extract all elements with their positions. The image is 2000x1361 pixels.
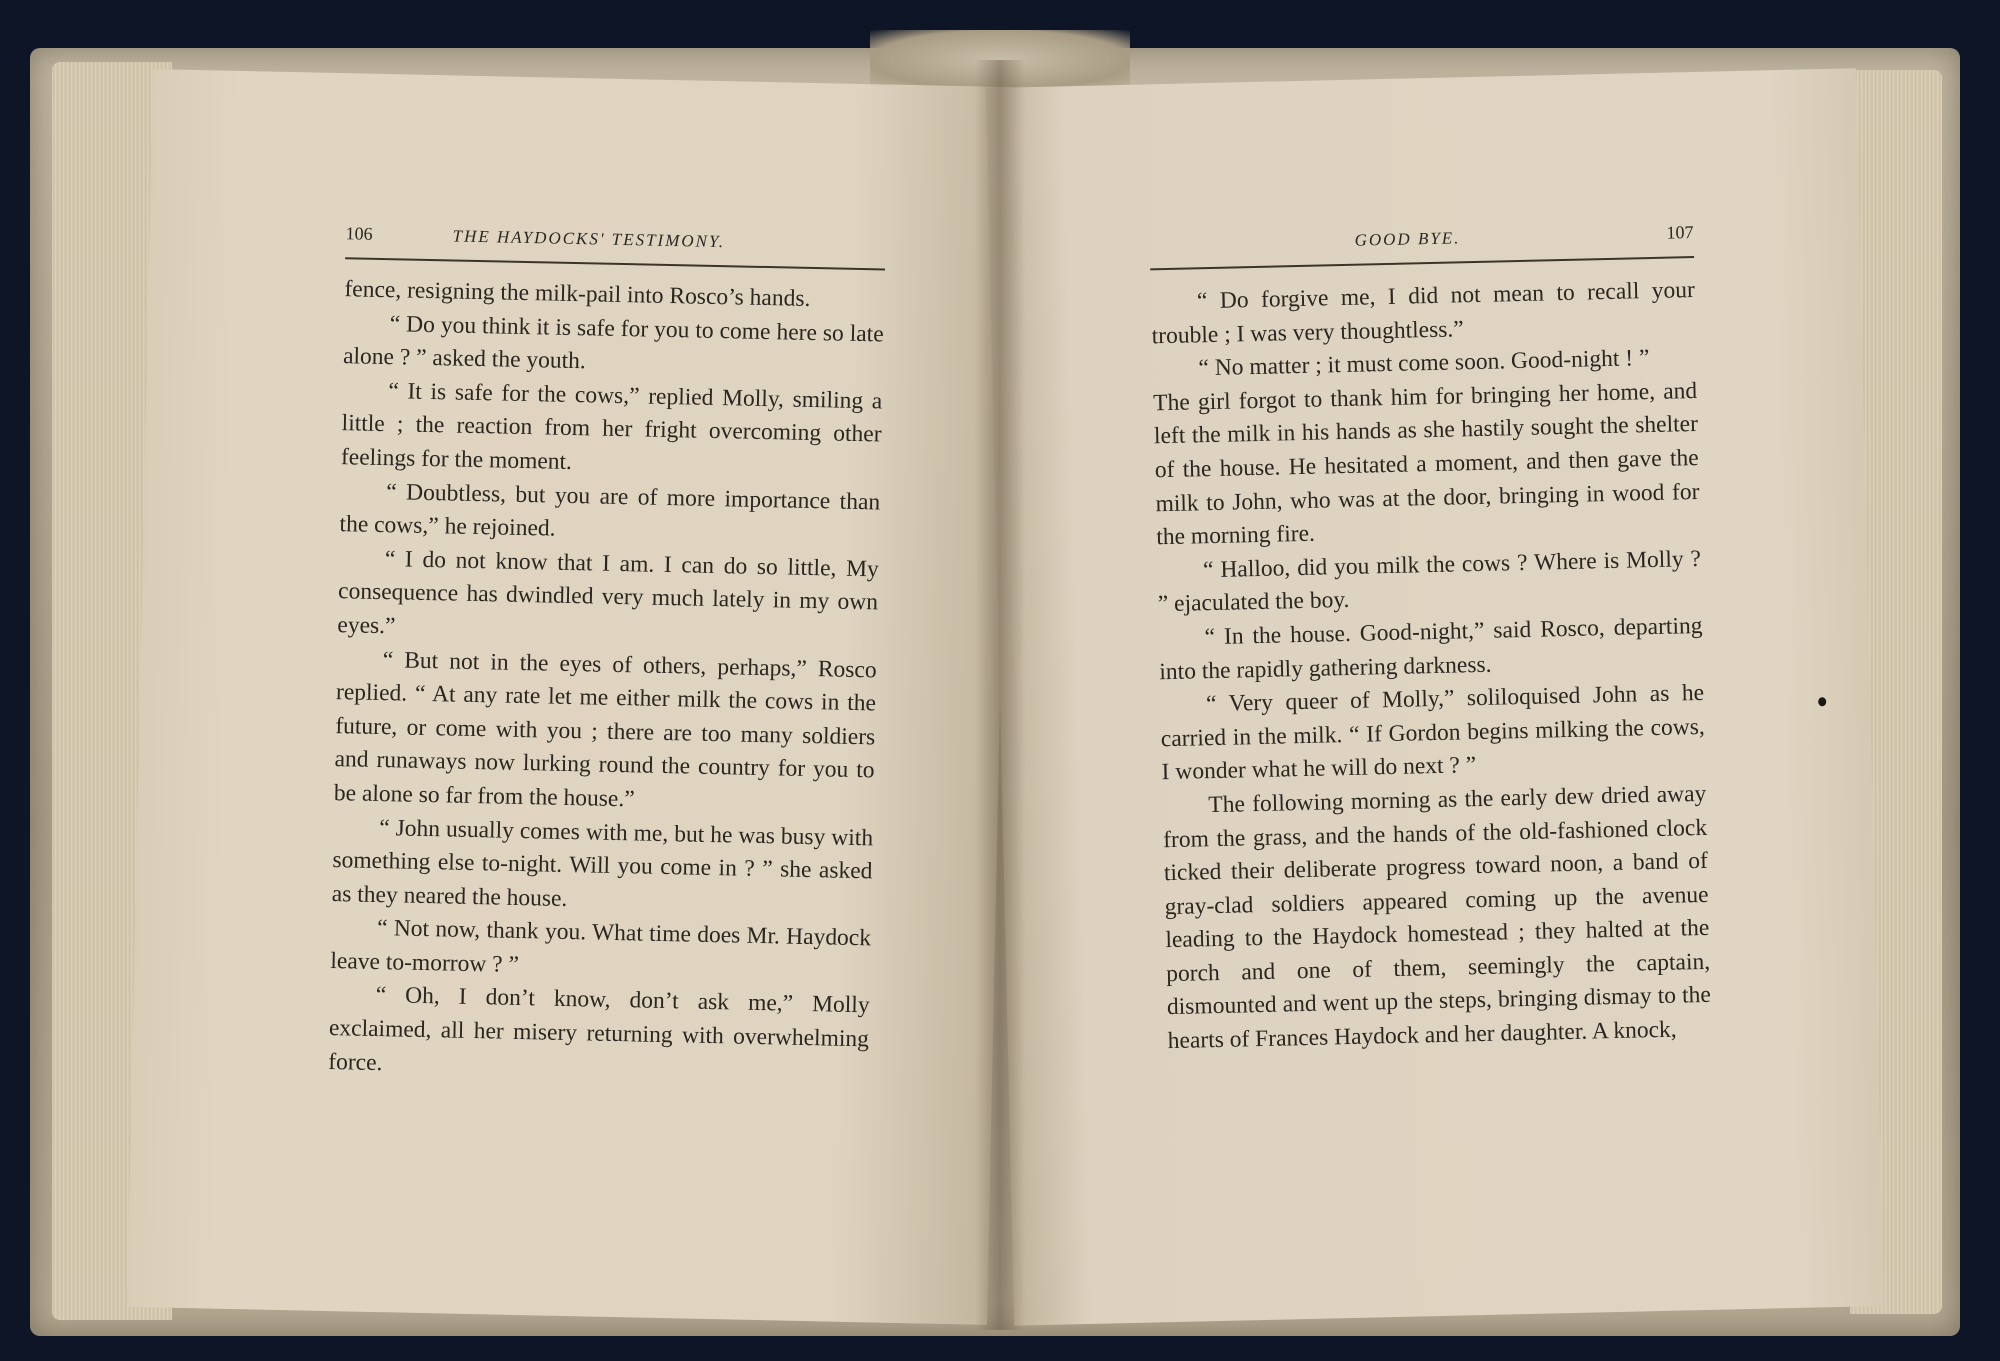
right-page-header xyxy=(1149,222,1693,255)
paragraph: “ Very queer of Molly,” soliloquised John as he carried in the milk. “ If Gordon begins milking the cows, I wonder what he will do next ? ” xyxy=(1160,680,1706,786)
left-page xyxy=(127,69,1013,1325)
paragraph: “ But not in the eyes of others, perhaps,” Rosco replied. “ At any rate let me either milk the cows in the future, or come with you ; there are too many soldiers and runaways now lurking round the country for you to be alone so far from the house.” xyxy=(333,646,877,813)
header-rule xyxy=(1150,256,1694,270)
paragraph: The girl forgot to thank him for bringing her home, and left the milk in his hands as she hastily sought the shelter of the house. He hesitated a moment, and then gave the milk to John, who was at the door, bringing in wood for the morning fire. xyxy=(1152,377,1700,551)
running-title: GOOD BYE. xyxy=(1354,228,1461,250)
paragraph: “ Doubtless, but you are of more importance than the cows,” he rejoined. xyxy=(339,478,881,542)
paragraph: “ Oh, I don’t know, don’t ask me,” Molly exclaimed, all her misery returning with overwhelming force. xyxy=(328,982,870,1076)
header-rule xyxy=(345,257,885,270)
paragraph: “ I do not know that I am. I can do so little, My consequence has dwindled very much lately in my own eyes.” xyxy=(337,545,880,640)
right-page-body xyxy=(1151,274,1712,1059)
paragraph: “ Not now, thank you. What time does Mr. Haydock leave to-morrow ? ” xyxy=(330,915,872,978)
paragraph: “ Do forgive me, I did not mean to recall your trouble ; I was very thoughtless.” xyxy=(1151,277,1696,349)
right-page xyxy=(986,68,1884,1325)
paragraph: fence, resigning the milk-pail into Rosco’s hands. xyxy=(344,276,811,312)
page-number: 106 xyxy=(345,223,373,244)
paragraph: “ Halloo, did you milk the cows ? Where is Molly ? ” ejaculated the boy. xyxy=(1157,545,1702,618)
paragraph: “ In the house. Good-night,” said Rosco, departing into the rapidly gathering darkness. xyxy=(1159,612,1703,685)
page-number: 107 xyxy=(1666,222,1694,243)
paragraph: “ John usually comes with me, but he was busy with something else to-night. Will you come in ? ” she asked as they neared the house. xyxy=(331,814,874,912)
running-title: THE HAYDOCKS' TESTIMONY. xyxy=(452,226,726,252)
left-page-header xyxy=(345,223,885,255)
paragraph: “ It is safe for the cows,” replied Molly, smiling a little ; the reaction from her fright overcoming other feelings for the moment. xyxy=(340,377,883,475)
paragraph: The following morning as the early dew dried away from the grass, and the hands of the old-fashioned clock ticked their deliberate progress toward noon, a band of gray-clad soldiers appeared coming up the avenue leading to the Haydock homestead ; they halted at the porch and one of them, seemingly the captain, dismounted and went up the steps, bringing dismay to the hearts of Frances Haydock and her daughter. A knock, xyxy=(1162,780,1712,1055)
paragraph: “ Do you think it is safe for you to come here so late alone ? ” asked the youth. xyxy=(342,310,884,375)
gutter-shadow xyxy=(975,60,1025,1330)
ink-speck xyxy=(1818,697,1826,706)
left-page-body xyxy=(328,273,885,1090)
paragraph: “ No matter ; it must come soon. Good-night ! ” xyxy=(1198,345,1650,382)
